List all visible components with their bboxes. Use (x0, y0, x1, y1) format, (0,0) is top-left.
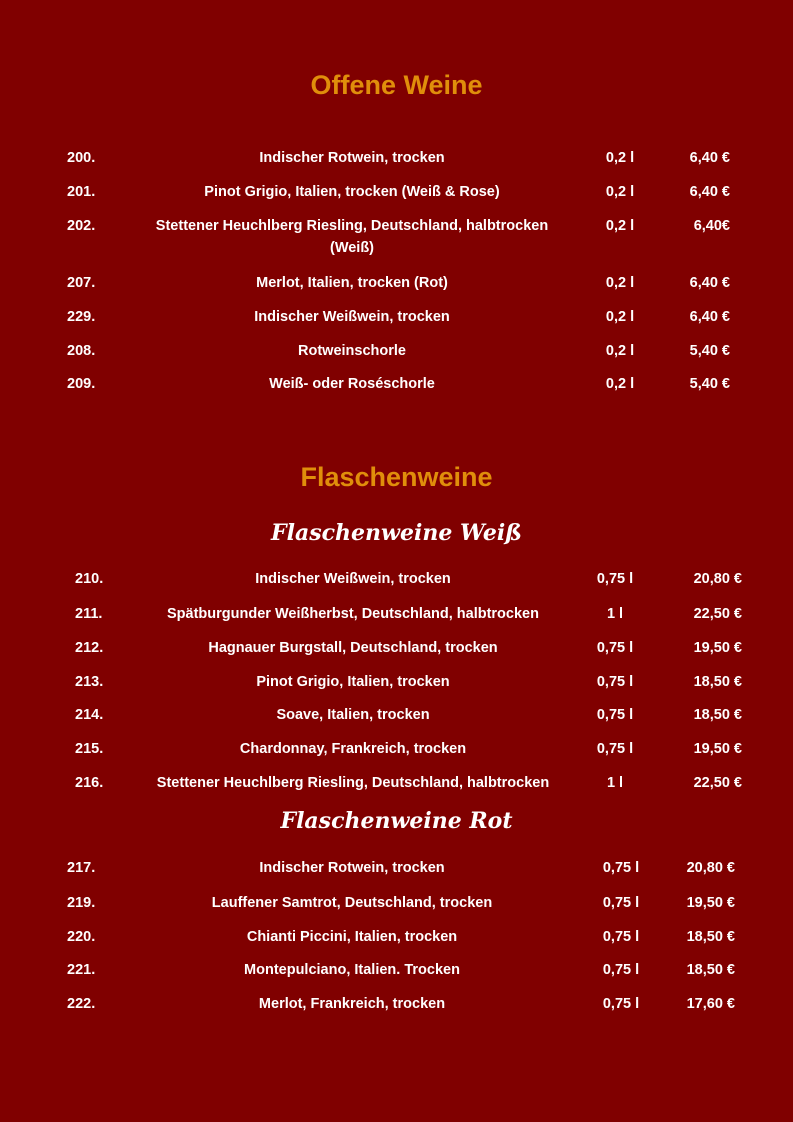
item-volume: 0,75 l (596, 741, 634, 757)
subsection-title-white: Flaschenweine Weiß (271, 520, 522, 546)
item-volume: 0,75 l (602, 860, 640, 876)
item-price: 18,50 € (693, 707, 742, 723)
item-name: Stettener Heuchlberg Riesling, Deutschland, halbtrocken (155, 218, 549, 234)
item-number: 221. (67, 962, 96, 978)
item-volume: 0,2 l (605, 376, 635, 392)
section-title-open-wines: Offene Weine (310, 70, 483, 100)
item-volume: 0,75 l (602, 996, 640, 1012)
item-name: Montepulciano, Italien. Trocken (244, 962, 460, 978)
item-name: Lauffener Samtrot, Deutschland, trocken (211, 895, 493, 911)
item-number: 214. (75, 707, 104, 723)
item-name: Chardonnay, Frankreich, trocken (239, 741, 467, 757)
item-number: 215. (75, 741, 104, 757)
item-name-continued: (Weiß) (329, 240, 375, 256)
item-name: Merlot, Frankreich, trocken (258, 996, 446, 1012)
item-price: 6,40 € (689, 150, 730, 166)
item-volume: 1 l (606, 606, 624, 622)
item-name: Pinot Grigio, Italien, trocken (Weiß & Rose) (204, 184, 500, 200)
item-volume: 0,75 l (596, 707, 634, 723)
item-number: 207. (67, 275, 96, 291)
item-number: 229. (67, 309, 96, 325)
item-volume: 0,2 l (605, 309, 635, 325)
item-number: 200. (67, 150, 96, 166)
item-number: 208. (67, 343, 96, 359)
item-name: Pinot Grigio, Italien, trocken (256, 674, 450, 690)
item-price: 18,50 € (693, 674, 742, 690)
item-number: 201. (67, 184, 96, 200)
item-number: 220. (67, 929, 96, 945)
item-number: 211. (75, 606, 103, 622)
item-name: Indischer Weißwein, trocken (254, 309, 450, 325)
item-price: 5,40 € (689, 376, 730, 392)
item-price: 22,50 € (693, 606, 742, 622)
item-price: 6,40 € (689, 184, 730, 200)
item-volume: 0,2 l (605, 275, 635, 291)
item-volume: 0,2 l (605, 343, 635, 359)
item-name: Soave, Italien, trocken (276, 707, 430, 723)
item-volume: 0,2 l (605, 150, 635, 166)
item-volume: 0,75 l (596, 571, 634, 587)
item-volume: 0,2 l (605, 218, 635, 234)
item-price: 20,80 € (693, 571, 742, 587)
item-price: 19,50 € (686, 895, 735, 911)
item-number: 209. (67, 376, 96, 392)
item-volume: 1 l (606, 775, 624, 791)
item-volume: 0,75 l (602, 962, 640, 978)
item-name: Stettener Heuchlberg Riesling, Deutschland, halbtrocken (156, 775, 550, 791)
item-name: Chianti Piccini, Italien, trocken (246, 929, 458, 945)
item-price: 18,50 € (686, 929, 735, 945)
item-volume: 0,75 l (596, 640, 634, 656)
item-number: 217. (67, 860, 96, 876)
item-volume: 0,75 l (602, 895, 640, 911)
item-price: 6,40 € (689, 309, 730, 325)
item-number: 219. (67, 895, 96, 911)
item-name: Merlot, Italien, trocken (Rot) (256, 275, 448, 291)
item-name: Hagnauer Burgstall, Deutschland, trocken (208, 640, 498, 656)
item-name: Weiß- oder Roséschorle (269, 376, 435, 392)
item-number: 212. (75, 640, 104, 656)
item-volume: 0,75 l (596, 674, 634, 690)
item-price: 19,50 € (693, 640, 742, 656)
item-price: 20,80 € (686, 860, 735, 876)
item-price: 6,40€ (693, 218, 730, 234)
item-volume: 0,2 l (605, 184, 635, 200)
item-name: Spätburgunder Weißherbst, Deutschland, halbtrocken (167, 606, 539, 622)
item-name: Indischer Rotwein, trocken (259, 860, 445, 876)
item-name: Rotweinschorle (298, 343, 406, 359)
section-title-bottle-wines: Flaschenweine (300, 462, 493, 492)
item-number: 213. (75, 674, 104, 690)
item-price: 18,50 € (686, 962, 735, 978)
item-price: 17,60 € (686, 996, 735, 1012)
item-number: 222. (67, 996, 96, 1012)
item-price: 5,40 € (689, 343, 730, 359)
item-number: 210. (75, 571, 104, 587)
item-number: 216. (75, 775, 104, 791)
item-number: 202. (67, 218, 96, 234)
subsection-title-red: Flaschenweine Rot (280, 808, 513, 834)
item-name: Indischer Weißwein, trocken (255, 571, 451, 587)
item-price: 19,50 € (693, 741, 742, 757)
item-price: 6,40 € (689, 275, 730, 291)
item-volume: 0,75 l (602, 929, 640, 945)
item-price: 22,50 € (693, 775, 742, 791)
item-name: Indischer Rotwein, trocken (259, 150, 445, 166)
